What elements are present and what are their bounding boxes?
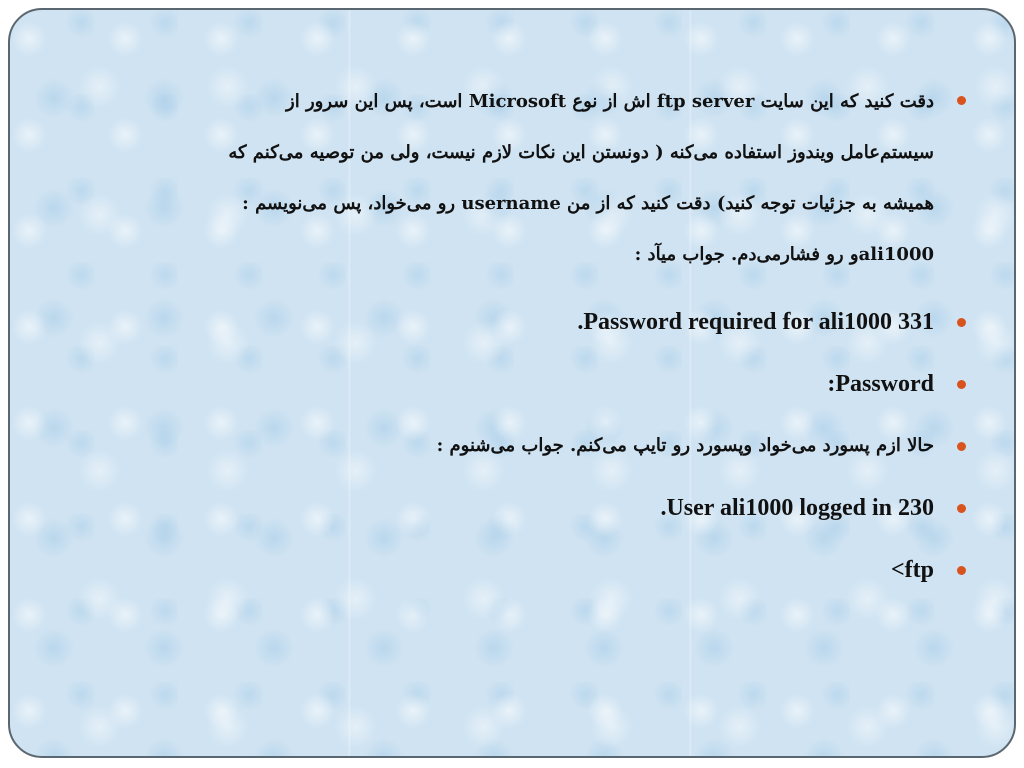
slide [8,8,1016,758]
bullet-dot [957,566,966,575]
login-response-text: 230 User ali1000 logged in. [660,495,934,521]
paragraph-line: سیستم‌عامل ویندوز استفاده می‌کنه ( دونستن این نکات لازم نیست، ولی من توصیه می‌کنم که [228,142,934,163]
ftp-prompt-text: ftp> [890,557,934,583]
paragraph-line: همیشه به جزئیات توجه کنید) دقت کنید که از من username رو می‌خواد، پس می‌نویسم : [242,193,934,214]
paragraph-text [70,76,934,280]
list-item [70,488,970,528]
list-item [70,302,970,342]
server-response-text: 331 Password required for ali1000. [577,309,934,335]
list-item [70,426,970,466]
bullet-list [70,76,970,612]
list-item [70,76,970,280]
bullet-dot [957,442,966,451]
list-item [70,550,970,590]
bullet-dot [957,380,966,389]
instruction-text: حالا ازم پسورد می‌خواد وپسورد رو تایپ می‌کنم. جواب می‌شنوم : [436,435,934,456]
bullet-dot [957,96,966,105]
paragraph-line: دقت کنید که این سایت ftp server اش از نوع Microsoft است، پس این سرور از [286,91,934,112]
list-item [70,364,970,404]
password-prompt-text: Password: [827,371,934,397]
bullet-dot [957,504,966,513]
paragraph-line: ali1000و رو فشارمی‌دم. جواب میآد : [634,244,934,265]
bullet-dot [957,318,966,327]
